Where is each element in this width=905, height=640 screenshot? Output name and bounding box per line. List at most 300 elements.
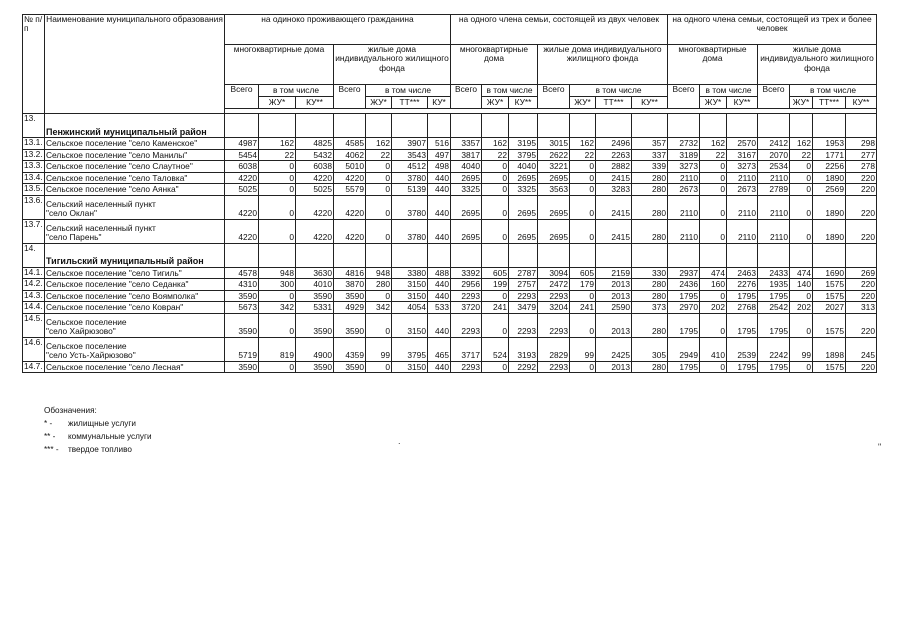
total-header: Всего	[668, 85, 700, 109]
value-cell: 819	[259, 337, 296, 361]
district-row	[23, 114, 877, 138]
district-row	[23, 243, 877, 267]
value-cell: 0	[482, 184, 509, 196]
table-row	[23, 172, 877, 184]
value-cell: 1575	[813, 313, 846, 337]
value-cell: 3590	[334, 361, 366, 373]
value-cell: 2590	[596, 302, 632, 314]
value-cell: 0	[700, 219, 727, 243]
value-cell: 140	[790, 279, 813, 291]
value-cell: 524	[482, 337, 509, 361]
legend	[44, 404, 152, 456]
value-cell: 0	[700, 172, 727, 184]
empty-cell	[259, 243, 296, 267]
value-cell: 0	[259, 172, 296, 184]
tariff-table	[22, 14, 877, 373]
value-cell: 2242	[758, 337, 790, 361]
zhu-header: ЖУ*	[700, 97, 727, 109]
empty-cell	[596, 243, 632, 267]
value-cell: 2013	[596, 313, 632, 337]
empty-cell	[451, 243, 482, 267]
empty-cell	[451, 114, 482, 138]
value-cell: 1795	[758, 361, 790, 373]
empty-cell	[813, 114, 846, 138]
empty-cell	[296, 243, 334, 267]
value-cell: 22	[482, 149, 509, 161]
empty-cell	[392, 243, 428, 267]
value-cell: 5579	[334, 184, 366, 196]
value-cell: 2263	[596, 149, 632, 161]
empty-cell	[758, 243, 790, 267]
value-cell: 2949	[668, 337, 700, 361]
value-cell: 5454	[225, 149, 259, 161]
empty-cell	[428, 243, 451, 267]
value-cell: 2433	[758, 267, 790, 279]
mkd-header: многоквартирные дома	[451, 45, 538, 85]
municipality-name	[45, 172, 225, 184]
name-line: Сельское поселение "село Таловка"	[46, 172, 188, 183]
value-cell: 3150	[392, 361, 428, 373]
value-cell: 337	[632, 149, 668, 161]
value-cell: 2013	[596, 290, 632, 302]
value-cell: 4220	[225, 219, 259, 243]
value-cell: 2110	[727, 219, 758, 243]
value-cell: 298	[846, 138, 877, 150]
district-name: Тигильский муниципальный район	[45, 243, 225, 267]
row-number: 13.3.	[24, 160, 43, 170]
value-cell: 2436	[668, 279, 700, 291]
value-cell: 0	[366, 161, 392, 173]
value-cell: 2415	[596, 172, 632, 184]
value-cell: 440	[428, 279, 451, 291]
value-cell: 2110	[727, 195, 758, 219]
value-cell: 199	[482, 279, 509, 291]
empty-cell	[538, 243, 570, 267]
value-cell: 22	[366, 149, 392, 161]
value-cell: 3189	[668, 149, 700, 161]
row-number: 14.	[23, 243, 45, 267]
value-cell: 440	[428, 290, 451, 302]
value-cell: 4585	[334, 138, 366, 150]
row-number: 14.5.	[23, 313, 45, 337]
value-cell: 2732	[668, 138, 700, 150]
ku-header: КУ**	[846, 97, 877, 109]
name-line: Сельский населенный пункт	[46, 222, 156, 233]
value-cell: 4220	[334, 172, 366, 184]
group-header-single: на одиноко проживающего гражданина	[225, 15, 451, 45]
name-line: "село Оклан"	[46, 208, 97, 219]
value-cell: 162	[570, 138, 596, 150]
value-cell: 3479	[509, 302, 538, 314]
total-header: Всего	[538, 85, 570, 109]
empty-cell	[790, 114, 813, 138]
value-cell: 2256	[813, 161, 846, 173]
value-cell: 2882	[596, 161, 632, 173]
stray-mark: .	[398, 436, 401, 446]
value-cell: 0	[366, 195, 392, 219]
value-cell: 0	[570, 184, 596, 196]
total-header: Всего	[225, 85, 259, 109]
value-cell: 4220	[296, 195, 334, 219]
value-cell: 2110	[758, 172, 790, 184]
incl-header: в том числе	[700, 85, 758, 97]
value-cell: 2695	[509, 195, 538, 219]
value-cell: 533	[428, 302, 451, 314]
value-cell: 220	[846, 184, 877, 196]
row-number: 13.1.	[24, 137, 43, 147]
ku-header: КУ**	[509, 97, 538, 109]
value-cell: 22	[790, 149, 813, 161]
value-cell: 2956	[451, 279, 482, 291]
empty-cell	[596, 114, 632, 138]
value-cell: 313	[846, 302, 877, 314]
row-number: 14.7.	[24, 361, 43, 371]
value-cell: 280	[632, 361, 668, 373]
legend-symbol: * -	[44, 419, 53, 428]
value-cell: 2293	[509, 290, 538, 302]
ku-header: КУ**	[727, 97, 758, 109]
value-cell: 3094	[538, 267, 570, 279]
value-cell: 948	[366, 267, 392, 279]
ku-header: КУ**	[632, 97, 668, 109]
value-cell: 2159	[596, 267, 632, 279]
value-cell: 2293	[451, 290, 482, 302]
value-cell: 4220	[296, 219, 334, 243]
value-cell: 4359	[334, 337, 366, 361]
value-cell: 280	[632, 219, 668, 243]
value-cell: 0	[482, 361, 509, 373]
value-cell: 0	[570, 361, 596, 373]
value-cell: 2695	[538, 172, 570, 184]
value-cell: 1890	[813, 195, 846, 219]
value-cell: 220	[846, 313, 877, 337]
tt-header: ТТ***	[813, 97, 846, 109]
value-cell: 440	[428, 219, 451, 243]
value-cell: 220	[846, 219, 877, 243]
value-cell: 3795	[509, 149, 538, 161]
value-cell: 2768	[727, 302, 758, 314]
value-cell: 2070	[758, 149, 790, 161]
value-cell: 410	[700, 337, 727, 361]
value-cell: 497	[428, 149, 451, 161]
value-cell: 2110	[668, 219, 700, 243]
row-number: 13.6.	[23, 195, 45, 219]
value-cell: 305	[632, 337, 668, 361]
value-cell: 277	[846, 149, 877, 161]
empty-cell	[846, 243, 877, 267]
value-cell: 4010	[296, 279, 334, 291]
value-cell: 5432	[296, 149, 334, 161]
value-cell: 2293	[451, 361, 482, 373]
incl-header: в том числе	[790, 85, 877, 97]
empty-cell	[570, 243, 596, 267]
row-number: 13.	[23, 114, 45, 138]
empty-cell	[428, 114, 451, 138]
value-cell: 0	[482, 290, 509, 302]
value-cell: 498	[428, 161, 451, 173]
empty-cell	[509, 114, 538, 138]
value-cell: 3563	[538, 184, 570, 196]
empty-cell	[482, 243, 509, 267]
value-cell: 4054	[392, 302, 428, 314]
value-cell: 3780	[392, 195, 428, 219]
value-cell: 99	[570, 337, 596, 361]
value-cell: 245	[846, 337, 877, 361]
value-cell: 2569	[813, 184, 846, 196]
mkd-header: многоквартирные дома	[225, 45, 334, 85]
municipality-name	[45, 149, 225, 161]
empty-cell	[334, 243, 366, 267]
name-line: "село Парень"	[46, 232, 102, 243]
empty-cell	[538, 114, 570, 138]
value-cell: 3590	[225, 290, 259, 302]
municipality-name	[45, 290, 225, 302]
table-row	[23, 290, 877, 302]
row-number: 14.3.	[24, 290, 43, 300]
value-cell: 2695	[451, 172, 482, 184]
value-cell: 0	[482, 161, 509, 173]
value-cell: 2472	[538, 279, 570, 291]
value-cell: 269	[846, 267, 877, 279]
ku-header: КУ*	[428, 97, 451, 109]
value-cell: 0	[790, 195, 813, 219]
value-cell: 2970	[668, 302, 700, 314]
empty-cell	[700, 114, 727, 138]
value-cell: 5139	[392, 184, 428, 196]
table-row	[23, 161, 877, 173]
value-cell: 2695	[509, 219, 538, 243]
value-cell: 1795	[758, 290, 790, 302]
value-cell: 3780	[392, 219, 428, 243]
value-cell: 4310	[225, 279, 259, 291]
value-cell: 0	[366, 290, 392, 302]
value-cell: 278	[846, 161, 877, 173]
empty-cell	[259, 114, 296, 138]
value-cell: 2013	[596, 279, 632, 291]
legend-text: коммунальные услуги	[68, 432, 152, 441]
value-cell: 948	[259, 267, 296, 279]
legend-title: Обозначения:	[44, 406, 97, 415]
municipality-name	[45, 219, 225, 243]
value-cell: 3590	[225, 361, 259, 373]
value-cell: 99	[790, 337, 813, 361]
value-cell: 440	[428, 313, 451, 337]
row-number: 13.5.	[24, 183, 43, 193]
value-cell: 2293	[509, 313, 538, 337]
value-cell: 2673	[727, 184, 758, 196]
value-cell: 2013	[596, 361, 632, 373]
value-cell: 0	[259, 361, 296, 373]
empty-cell	[668, 114, 700, 138]
value-cell: 1795	[668, 290, 700, 302]
value-cell: 1690	[813, 267, 846, 279]
value-cell: 0	[482, 313, 509, 337]
value-cell: 440	[428, 184, 451, 196]
empty-cell	[846, 114, 877, 138]
name-line: Сельское поселение "село Манилы"	[46, 149, 188, 160]
row-number: 14.4.	[24, 301, 43, 311]
value-cell: 5025	[225, 184, 259, 196]
value-cell: 342	[259, 302, 296, 314]
municipality-name	[45, 138, 225, 150]
value-cell: 2622	[538, 149, 570, 161]
value-cell: 474	[700, 267, 727, 279]
value-cell: 3907	[392, 138, 428, 150]
value-cell: 162	[259, 138, 296, 150]
value-cell: 0	[700, 361, 727, 373]
value-cell: 0	[570, 172, 596, 184]
value-cell: 3543	[392, 149, 428, 161]
value-cell: 4220	[334, 195, 366, 219]
empty-cell	[813, 243, 846, 267]
value-cell: 0	[790, 219, 813, 243]
value-cell: 1771	[813, 149, 846, 161]
value-cell: 4220	[334, 219, 366, 243]
value-cell: 2937	[668, 267, 700, 279]
legend-symbol: *** -	[44, 445, 59, 454]
value-cell: 5331	[296, 302, 334, 314]
value-cell: 4929	[334, 302, 366, 314]
tt-header: ТТ***	[596, 97, 632, 109]
value-cell: 3392	[451, 267, 482, 279]
table-row	[23, 138, 877, 150]
value-cell: 0	[482, 172, 509, 184]
value-cell: 2542	[758, 302, 790, 314]
value-cell: 2570	[727, 138, 758, 150]
table-row	[23, 149, 877, 161]
value-cell: 1890	[813, 219, 846, 243]
value-cell: 0	[366, 219, 392, 243]
district-name: Пенжинский муниципальный район	[45, 114, 225, 138]
municipality-name	[45, 195, 225, 219]
value-cell: 2110	[758, 195, 790, 219]
value-cell: 3795	[392, 337, 428, 361]
row-number: 14.1.	[24, 267, 43, 277]
value-cell: 3204	[538, 302, 570, 314]
value-cell: 4816	[334, 267, 366, 279]
value-cell: 0	[259, 219, 296, 243]
value-cell: 4040	[451, 161, 482, 173]
total-header: Всего	[334, 85, 366, 109]
value-cell: 3221	[538, 161, 570, 173]
total-header: Всего	[758, 85, 790, 109]
empty-cell	[366, 114, 392, 138]
value-cell: 0	[259, 195, 296, 219]
value-cell: 440	[428, 195, 451, 219]
legend-symbol: ** -	[44, 432, 56, 441]
value-cell: 3590	[296, 290, 334, 302]
stray-mark: "	[878, 442, 882, 452]
value-cell: 2415	[596, 219, 632, 243]
value-cell: 220	[846, 279, 877, 291]
empty-cell	[296, 114, 334, 138]
value-cell: 3195	[509, 138, 538, 150]
value-cell: 0	[259, 184, 296, 196]
value-cell: 0	[259, 290, 296, 302]
value-cell: 2110	[727, 172, 758, 184]
value-cell: 2829	[538, 337, 570, 361]
empty-cell	[790, 243, 813, 267]
value-cell: 3817	[451, 149, 482, 161]
value-cell: 0	[790, 290, 813, 302]
value-cell: 0	[570, 290, 596, 302]
value-cell: 162	[700, 138, 727, 150]
empty-cell	[632, 114, 668, 138]
name-line: Сельское поселение	[46, 316, 127, 327]
value-cell: 488	[428, 267, 451, 279]
empty-cell	[225, 243, 259, 267]
value-cell: 280	[632, 184, 668, 196]
value-cell: 465	[428, 337, 451, 361]
tt-header: ТТ***	[392, 97, 428, 109]
value-cell: 3780	[392, 172, 428, 184]
empty-cell	[225, 114, 259, 138]
value-cell: 605	[482, 267, 509, 279]
table-row	[23, 361, 877, 373]
value-cell: 440	[428, 172, 451, 184]
legend-item	[44, 417, 152, 430]
mkd-header: многоквартирные дома	[668, 45, 758, 85]
value-cell: 3283	[596, 184, 632, 196]
value-cell: 330	[632, 267, 668, 279]
value-cell: 4900	[296, 337, 334, 361]
value-cell: 3015	[538, 138, 570, 150]
value-cell: 2695	[451, 219, 482, 243]
value-cell: 373	[632, 302, 668, 314]
value-cell: 339	[632, 161, 668, 173]
name-line: "село Усть-Хайрюзово"	[46, 350, 136, 361]
value-cell: 3590	[334, 313, 366, 337]
value-cell: 0	[570, 195, 596, 219]
incl-header: в том числе	[259, 85, 334, 97]
value-cell: 0	[790, 313, 813, 337]
value-cell: 22	[570, 149, 596, 161]
row-number: 13.4.	[24, 172, 43, 182]
value-cell: 0	[570, 219, 596, 243]
value-cell: 2415	[596, 195, 632, 219]
value-cell: 241	[482, 302, 509, 314]
value-cell: 1795	[758, 313, 790, 337]
value-cell: 2534	[758, 161, 790, 173]
legend-item	[44, 430, 152, 443]
value-cell: 0	[700, 161, 727, 173]
value-cell: 605	[570, 267, 596, 279]
value-cell: 0	[700, 184, 727, 196]
value-cell: 2673	[668, 184, 700, 196]
value-cell: 1795	[668, 313, 700, 337]
value-cell: 2276	[727, 279, 758, 291]
value-cell: 99	[366, 337, 392, 361]
value-cell: 2293	[451, 313, 482, 337]
name-line: Сельское поселение "село Лесная"	[46, 361, 184, 372]
value-cell: 0	[259, 161, 296, 173]
value-cell: 0	[482, 195, 509, 219]
name-line: Сельское поселение "село Тигиль"	[46, 267, 182, 278]
value-cell: 4220	[225, 172, 259, 184]
value-cell: 280	[632, 279, 668, 291]
table-row	[23, 337, 877, 361]
total-header: Всего	[451, 85, 482, 109]
value-cell: 3870	[334, 279, 366, 291]
value-cell: 22	[259, 149, 296, 161]
value-cell: 0	[570, 313, 596, 337]
value-cell: 179	[570, 279, 596, 291]
name-line: Сельское поселение "село Слаутное"	[46, 161, 193, 172]
value-cell: 280	[632, 195, 668, 219]
idg-header: жилые дома индивидуального жилищного фонда	[334, 45, 451, 85]
value-cell: 0	[790, 172, 813, 184]
incl-header: в том числе	[570, 85, 668, 97]
